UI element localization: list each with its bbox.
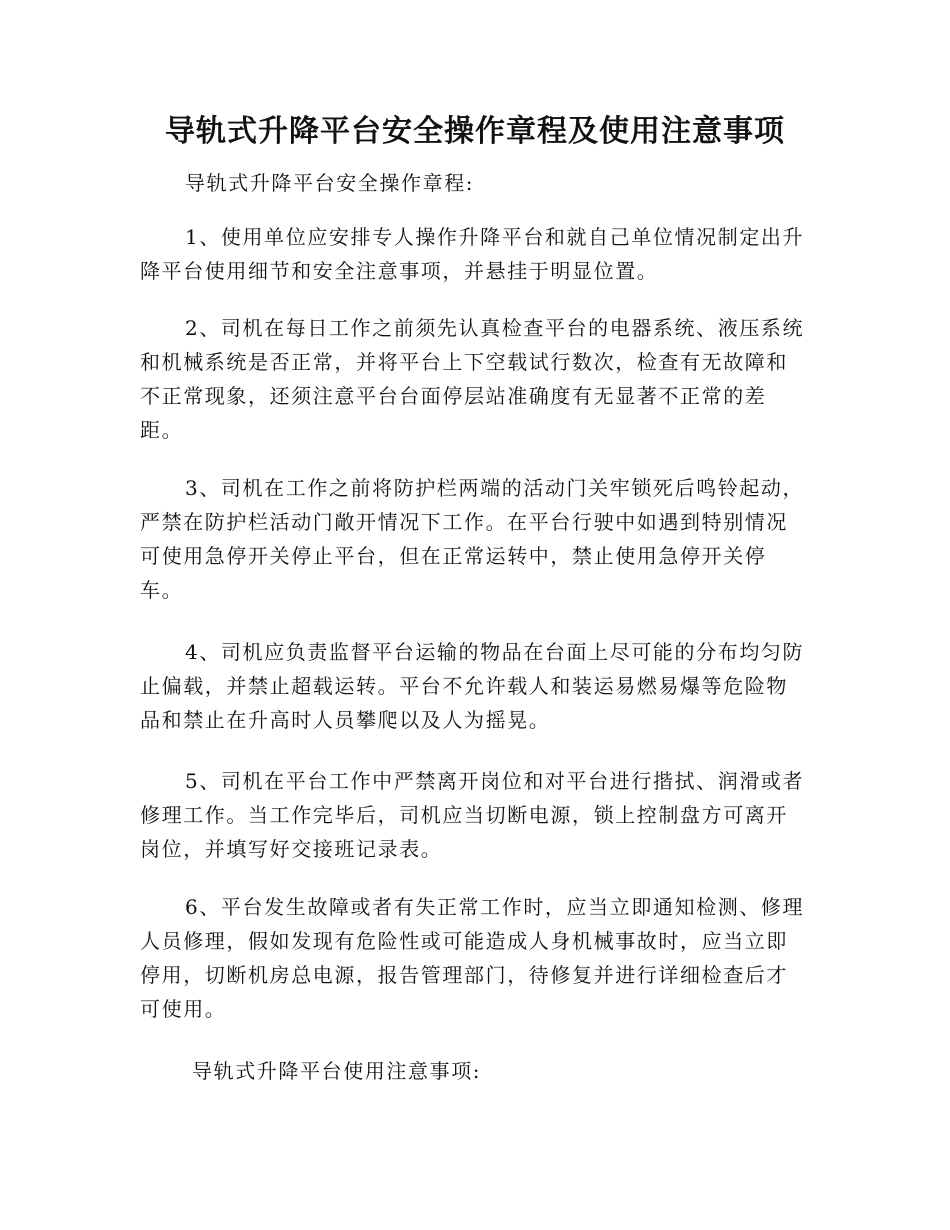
rule-item-3-line-2: 严禁在防护栏活动门敞开情况下工作。在平台行驶中如遇到特别情况 — [140, 510, 788, 534]
section-heading-usage-notes: 导轨式升降平台使用注意事项: — [192, 1059, 482, 1083]
rule-item-2-line-2: 和机械系统是否正常，并将平台上下空载试行数次，检查有无故障和 — [140, 350, 788, 374]
rule-item-6-line-2: 人员修理，假如发现有危险性或可能造成人身机械事故时，应当立即 — [140, 929, 788, 953]
rule-item-3-line-4: 车。 — [140, 578, 184, 602]
rule-item-4-line-1: 4、司机应负责监督平台运输的物品在台面上尽可能的分布均匀防 — [185, 640, 805, 664]
document-title: 导轨式升降平台安全操作章程及使用注意事项 — [165, 114, 785, 149]
rule-item-3-line-1: 3、司机在工作之前将防护栏两端的活动门关牢锁死后鸣铃起动， — [185, 476, 805, 500]
rule-item-5-line-2: 修理工作。当工作完毕后，司机应当切断电源，锁上控制盘方可离开 — [140, 803, 788, 827]
rule-item-2-line-4: 距。 — [140, 418, 184, 442]
rule-item-5-line-1: 5、司机在平台工作中严禁离开岗位和对平台进行揩拭、润滑或者 — [185, 769, 805, 793]
rule-item-6-line-4: 可使用。 — [140, 997, 227, 1021]
rule-item-4-line-3: 品和禁止在升高时人员攀爬以及人为摇晃。 — [140, 708, 551, 732]
rule-item-6 — [140, 890, 812, 1026]
rule-item-4 — [140, 635, 812, 737]
rule-item-2-line-1: 2、司机在每日工作之前须先认真检查平台的电器系统、液压系统 — [185, 316, 805, 340]
rule-item-5 — [140, 764, 812, 866]
rule-item-6-line-1: 6、平台发生故障或者有失正常工作时，应当立即通知检测、修理 — [185, 895, 805, 919]
rule-item-2 — [140, 311, 812, 447]
rule-item-6-line-3: 停用，切断机房总电源，报告管理部门，待修复并进行详细检查后才 — [140, 963, 788, 987]
rule-item-1-line-1: 1、使用单位应安排专人操作升降平台和就自己单位情况制定出升 — [185, 225, 805, 249]
rule-item-4-line-2: 止偏载，并禁止超载运转。平台不允许载人和装运易燃易爆等危险物 — [140, 674, 788, 698]
section-heading-operation-rules: 导轨式升降平台安全操作章程: — [185, 171, 475, 195]
rule-item-3-line-3: 可使用急停开关停止平台，但在正常运转中，禁止使用急停开关停 — [140, 544, 767, 568]
rule-item-1-line-2: 降平台使用细节和安全注意事项，并悬挂于明显位置。 — [140, 259, 659, 283]
rule-item-5-line-3: 岗位，并填写好交接班记录表。 — [140, 837, 443, 861]
rule-item-3 — [140, 471, 812, 607]
rule-item-1 — [140, 220, 812, 288]
rule-item-2-line-3: 不正常现象，还须注意平台台面停层站准确度有无显著不正常的差 — [140, 384, 767, 408]
